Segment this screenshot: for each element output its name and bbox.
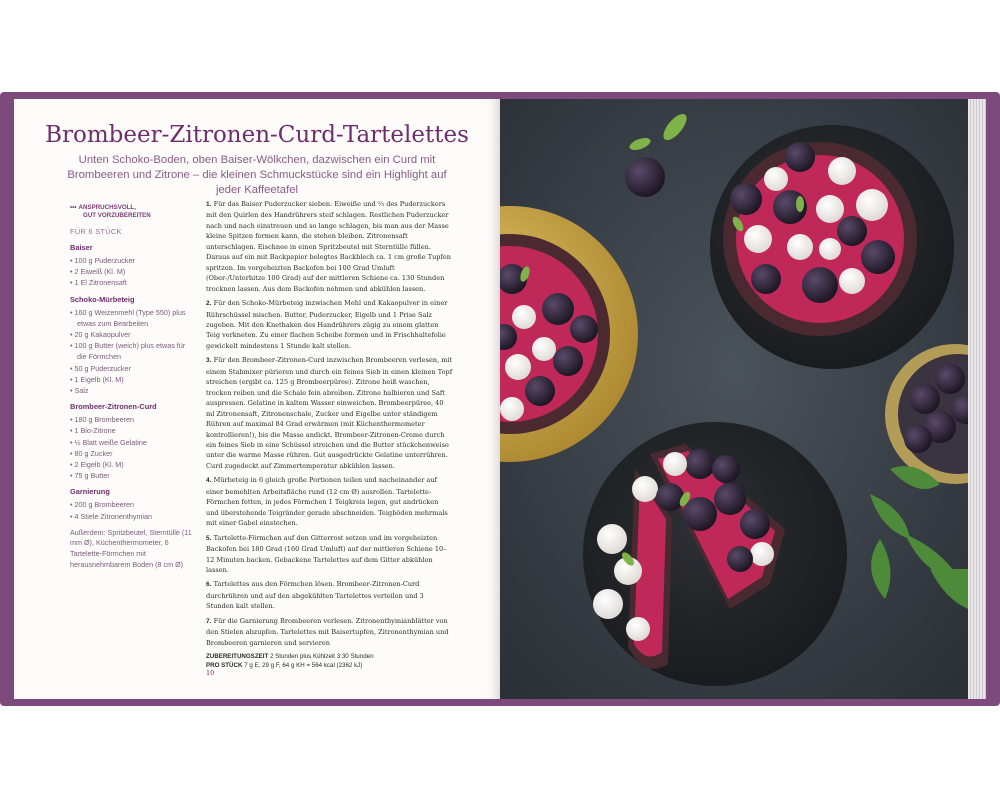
- nutrition: PRO STÜCK 7 g E, 29 g F, 64 g KH = 564 kcal (2362 kJ): [206, 662, 363, 670]
- step: 5. Tartelette-Förmchen auf den Gitterrost setzen und im vorgeheizten Backofen bei 180 Grad (160 Grad Umluft) auf der mittleren Schiene 10–12 Minuten backen. Gebackene Tartelettes auf dem Gitter abkühlen lassen.: [206, 533, 447, 574]
- ingredient-list: [70, 414, 195, 481]
- difficulty-badge: ••• ANSPRUCHSVOLL, GUT VORZUBEREITEN: [70, 204, 151, 219]
- photo-page: [500, 99, 968, 699]
- step: 6. Tartelettes aus den Förmchen lösen. Brombeer-Zitronen-Curd durchrühren und auf den abgekühlten Tartelettes verteilen und 3 Stunden kalt stellen.: [206, 580, 424, 611]
- step: 2. Für den Schoko-Mürbeteig inzwischen Mehl und Kakaopulver in einer Rührschüssel mischen. Butter, Puderzucker, Eigelb und 1 Prise Salz zugeben. Mit den Knethaken des Handrührers zügig zu einem glatten Teig verkneten. Zu einer flachen Scheibe formen und in Frischhaltefolie gewickelt mindestens 1 Stunde kalt stellen.: [206, 299, 448, 350]
- ingredient-item: • 100 g Puderzucker: [70, 255, 195, 266]
- equipment-note: Außerdem: Spritzbeutel, Sterntülle (11 mm Ø), Küchenthermometer, 6 Tartelette-Förmchen mit herausnehmbarem Boden (8 cm Ø): [70, 527, 192, 569]
- step: 7. Für die Garnierung Brombeeren verlesen. Zitronenthymianblätter von den Stielen abzupfen. Tartelettes mit Baisertupfen, Zitronenthymian und Brombeeren garnieren und servieren: [206, 616, 449, 647]
- ingredient-item: • 160 g Weizenmehl (Type 550) plus etwas zum Bearbeiten: [70, 307, 195, 329]
- ingredient-list: [70, 255, 195, 289]
- ingredient-item: • 1 Bio-Zitrone: [70, 425, 195, 436]
- instructions-column: [206, 199, 453, 670]
- ingredient-item: • 20 g Kakaopulver: [70, 329, 195, 340]
- ingredient-item: • 75 g Butter: [70, 470, 195, 481]
- ingredient-item: • 1 Eigelb (Kl. M): [70, 374, 195, 385]
- ingredient-list: [70, 499, 195, 521]
- ingredient-item: • ½ Blatt weiße Gelatine: [70, 437, 195, 448]
- section-title: Baiser: [70, 243, 93, 252]
- ingredient-item: • 2 Eiweiß (Kl. M): [70, 266, 195, 277]
- ingredient-list: [70, 307, 195, 397]
- prep-time: ZUBEREITUNGSZEIT 2 Stunden plus Kühlzeit 3:30 Stunden: [206, 653, 374, 661]
- step: 4. Mürbeteig in 6 gleich große Portionen teilen und nacheinander auf einer bemehlten Arbeitsfläche rund (12 cm Ø) ausrollen. Tartelette-Förmchen fetten, in jedes Förmchen 1 Teigkreis legen, gut andrücken und überstehende Teigränder gerade abschneiden. Teigböden mehrmals mit einer Gabel einstechen.: [206, 476, 448, 528]
- loose-blackberry: [625, 157, 665, 197]
- servings: FÜR 6 STÜCK: [70, 227, 122, 236]
- ingredient-item: • 180 g Brombeeren: [70, 414, 195, 425]
- dark-plate-top: [710, 125, 954, 369]
- step: 3. Für den Brombeer-Zitronen-Curd inzwischen Brombeeren verlesen, mit einem Stabmixer pürieren und durch ein feines Sieb in einen kleinen Topf streichen (ergibt ca. 125 g Brombeerpüree). Zitrone heiß waschen, trocken reiben und die Schale fein abreiben. Zitrone halbieren und Saft auspressen. Gelatine in kaltem Wasser einweichen. Brombeerpüree, 40 ml Zitronensaft, Zitronenschale, Zucker und Eigelbe unter ständigem Rühren auf maximal 84 Grad erwärmen (mit Küchenthermometer kontrollieren!), bis die Masse andickt. Brombeer-Zitronen-Creme durch ein feines Sieb in eine Schüssel streichen und die Butter stückchenweise unter die warme Masse rühren. Gut ausgedrückte Gelatine unterrühren. Curd zugedeckt auf Zimmertemperatur abkühlen lassen.: [206, 356, 453, 470]
- ingredients-column: [70, 204, 195, 570]
- ingredient-item: • 100 g Butter (weich) plus etwas für die Förmchen: [70, 340, 195, 362]
- page-number: 10: [206, 669, 215, 677]
- section-title: Brombeer-Zitronen-Curd: [70, 402, 157, 412]
- ingredient-item: • 80 g Zucker: [70, 448, 195, 459]
- ingredient-item: • 50 g Puderzucker: [70, 363, 195, 374]
- ingredient-item: • 4 Stiele Zitronenthymian: [70, 511, 195, 522]
- section-title: Schoko-Mürbeteig: [70, 294, 135, 304]
- ingredient-item: • 1 El Zitronensaft: [70, 277, 195, 288]
- ingredient-item: • Salz: [70, 385, 195, 396]
- ingredient-item: • 2 Eigelb (Kl. M): [70, 459, 195, 470]
- section-title: Garnierung: [70, 487, 110, 497]
- ingredient-item: • 200 g Brombeeren: [70, 499, 195, 510]
- difficulty-stars: •••: [70, 204, 77, 211]
- page-edges: [968, 99, 986, 699]
- step: 1. Für das Baiser Puderzucker sieben. Eiweiße und ⅓ des Puderzuckers mit den Quirlen des Handrührers steif schlagen. Restlichen Puderzucker nach und nach einstreuen und so lange schlagen, bis man aus der Masse kleine Spitzen formen kann, die stehen bleiben. Zitronensaft unterschlagen. Eischnee in einen Spritzbeutel mit Sterntülle füllen. Daraus auf ein mit Backpapier belegtes Backblech ca. 1 cm große Tupfen spritzen. Im vorgeheizten Backofen bei 100 Grad Umluft (Ober-/Unterhitze 100 Grad) auf der mittleren Schiene ca. 130 Stunden trocknen lassen. Aus dem Backofen nehmen und abkühlen lassen.: [206, 200, 452, 293]
- recipe-title: Brombeer-Zitronen-Curd-Tartelettes: [45, 122, 469, 148]
- tartelettes-photo: [500, 99, 968, 699]
- recipe-subtitle: Unten Schoko-Boden, oben Baiser-Wölkchen, dazwischen ein Curd mit Brombeeren und Zitrone – die kleinen Schmuckstücke sind ein Highlight auf jeder Kaffeetafel: [67, 154, 447, 196]
